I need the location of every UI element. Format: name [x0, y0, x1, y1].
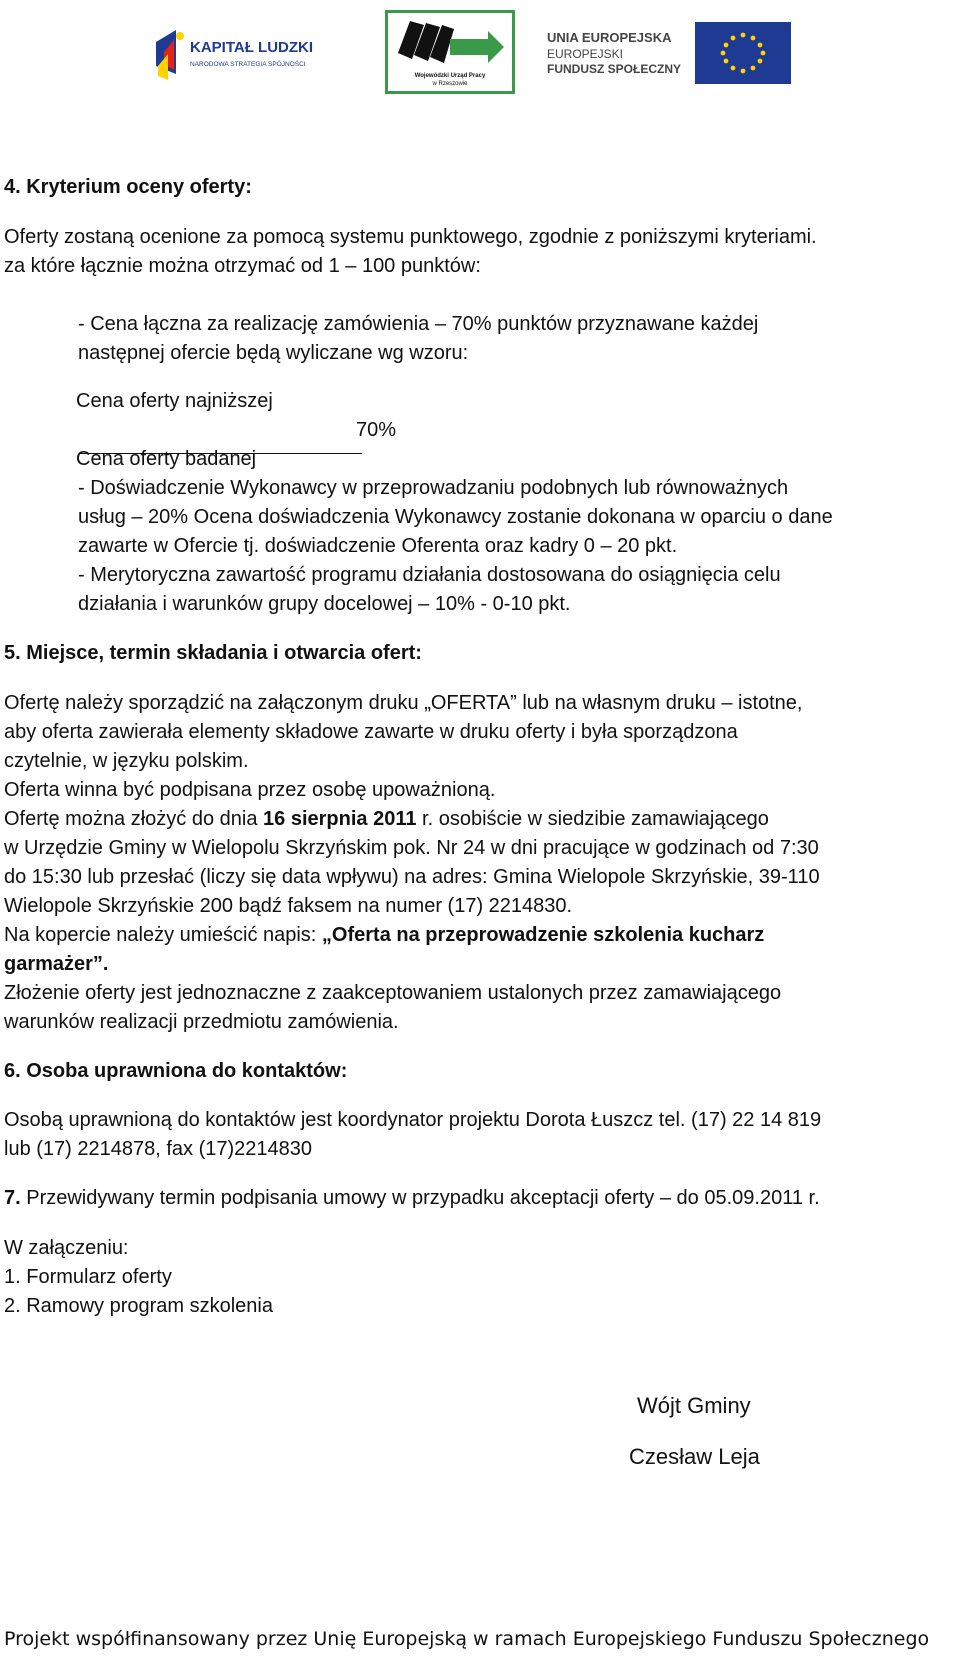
kl-title: KAPITAŁ LUDZKI	[190, 39, 314, 56]
s5-line-7: do 15:30 lub przesłać (liczy się data wpływu) na adres: Gmina Wielopole Skrzyńskie, 39-110	[4, 866, 820, 888]
kapital-ludzki-logo	[154, 22, 344, 84]
page-footer: Projekt współfinansowany przez Unię Europejską w ramach Europejskiego Funduszu Społecznego	[4, 1628, 930, 1650]
section-6-heading: 6. Osoba uprawniona do kontaktów:	[4, 1060, 348, 1082]
criterion-experience-line-1: - Doświadczenie Wykonawcy w przeprowadzaniu podobnych lub równoważnych	[78, 477, 789, 499]
s5-deadline-line	[4, 807, 769, 831]
deadline-prefix: Ofertę można złożyć do dnia	[4, 808, 264, 830]
criterion-experience-line-2: usług – 20% Ocena doświadczenia Wykonawcy zostanie dokonana w oparciu o dane	[78, 506, 833, 528]
criterion-experience-line-3: zawarte w Ofercie tj. doświadczenie Oferenta oraz kadry 0 – 20 pkt.	[78, 535, 678, 557]
attachment-item: 2. Ramowy program szkolenia	[4, 1295, 273, 1317]
s5-line-2: aby oferta zawierała elementy składowe zawarte w druku oferty i była sporządzona	[4, 721, 738, 743]
criterion-price-line-1: - Cena łączna za realizację zamówienia – 70% punktów przyznawane każdej	[78, 313, 759, 335]
s5-envelope-line	[4, 923, 764, 947]
section-7-text: Przewidywany termin podpisania umowy w przypadku akceptacji oferty – do 05.09.2011 r.	[20, 1187, 820, 1209]
section-4-heading: 4. Kryterium oceny oferty:	[4, 176, 252, 198]
s5-line-11: Złożenie oferty jest jednoznaczne z zaakceptowaniem ustalonych przez zamawiającego	[4, 982, 782, 1004]
signature-title: Wójt Gminy	[637, 1393, 751, 1418]
attachments-heading: W załączeniu:	[4, 1237, 129, 1259]
ue-line-2: EUROPEJSKI	[547, 47, 624, 61]
s6-line-2: lub (17) 2214878, fax (17)2214830	[4, 1138, 313, 1160]
s5-line-3: czytelnie, w języku polskim.	[4, 750, 249, 772]
deadline-suffix: r. osobiście w siedzibie zamawiającego	[416, 808, 769, 830]
s5-line-4: Oferta winna być podpisana przez osobę upoważnioną.	[4, 779, 496, 801]
s4-paragraph-1: Oferty zostaną ocenione za pomocą systemu punktowego, zgodnie z poniższymi kryteriami.	[4, 226, 817, 248]
s5-line-1: Ofertę należy sporządzić na załączonym druku „OFERTA” lub na własnym druku – istotne,	[4, 692, 803, 714]
s5-line-12: warunków realizacji przedmiotu zamówienia.	[4, 1011, 399, 1033]
s6-line-1: Osobą uprawnioną do kontaktów jest koordynator projektu Dorota Łuszcz tel. (17) 22 14 819	[4, 1109, 822, 1131]
section-7-line	[4, 1186, 820, 1210]
section-5-heading: 5. Miejsce, termin składania i otwarcia ofert:	[4, 642, 422, 664]
logo-bar	[140, 0, 820, 110]
ue-line-1: UNIA EUROPEJSKA	[547, 30, 672, 45]
formula-numerator: Cena oferty najniższej	[76, 390, 273, 412]
wup-caption-1: Wojewódzki Urząd Pracy	[414, 73, 486, 79]
criterion-price-line-2: następnej ofercie będą wyliczane wg wzoru:	[78, 342, 469, 364]
deadline-date: 16 sierpnia 2011	[263, 808, 417, 830]
envelope-label-2: garmażer”.	[4, 953, 109, 975]
wup-caption-2: w Rzeszowie	[432, 81, 468, 87]
s4-paragraph-2: za które łącznie można otrzymać od 1 – 100 punktów:	[4, 255, 481, 277]
ue-line-3: FUNDUSZ SPOŁECZNY	[547, 62, 682, 76]
envelope-prefix: Na kopercie należy umieścić napis:	[4, 924, 322, 946]
s5-line-6: w Urzędzie Gminy w Wielopolu Skrzyńskim pok. Nr 24 w dni pracujące w godzinach od 7:30	[4, 837, 819, 859]
envelope-label-1: „Oferta na przeprowadzenie szkolenia kucharz	[321, 924, 765, 946]
kl-subtitle: NARODOWA STRATEGIA SPÓJNOŚCI	[190, 61, 306, 68]
formula-denominator: Cena oferty badanej	[76, 448, 257, 470]
criterion-program-line-1: - Merytoryczna zawartość programu działania dostosowana do osiągnięcia celu	[78, 564, 781, 586]
s5-line-8: Wielopole Skrzyńskie 200 bądź faksem na numer (17) 2214830.	[4, 895, 573, 917]
signature-name: Czesław Leja	[629, 1444, 760, 1469]
criterion-program-line-2: działania i warunków grupy docelowej – 10% - 0-10 pkt.	[78, 593, 571, 615]
eu-logo	[535, 8, 815, 98]
attachment-item: 1. Formularz oferty	[4, 1266, 172, 1288]
formula-percentage: 70%	[356, 419, 397, 441]
section-7-number: 7.	[4, 1187, 21, 1209]
wup-logo	[385, 10, 515, 94]
